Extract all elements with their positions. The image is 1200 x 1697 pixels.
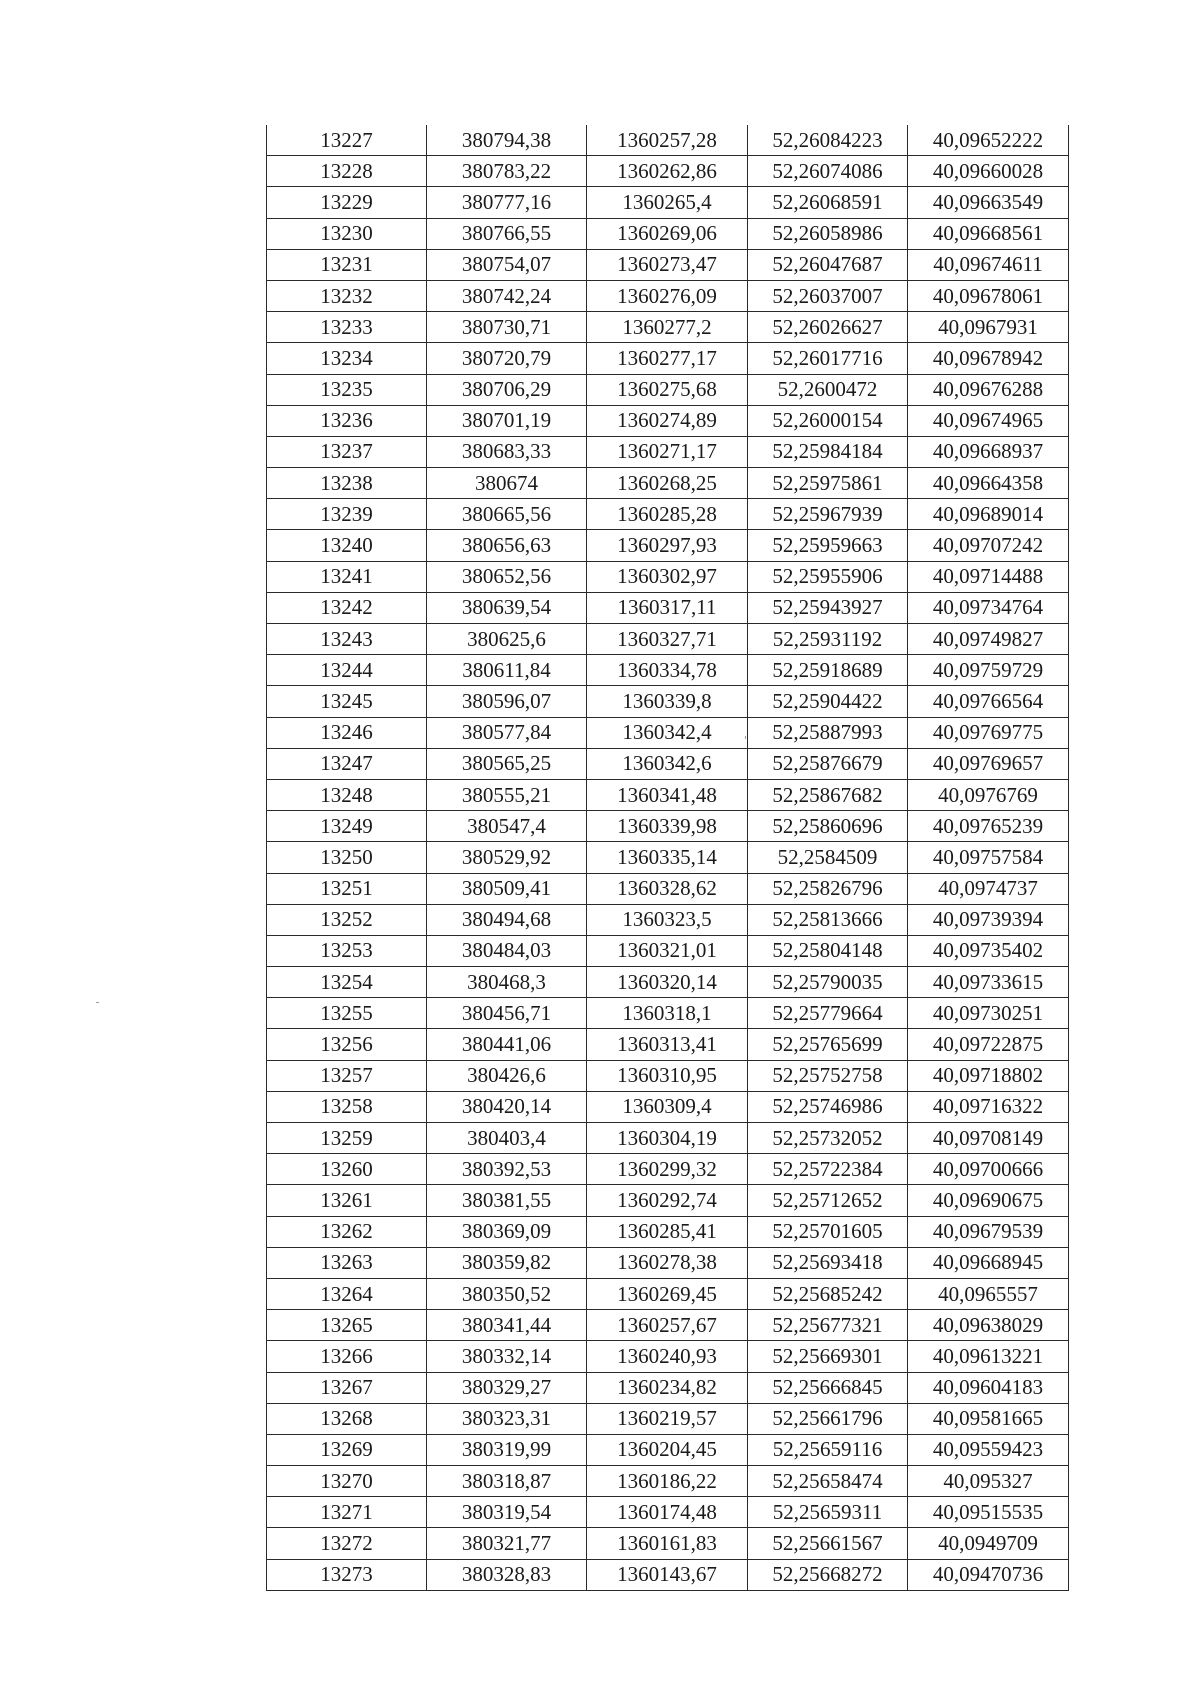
x-coordinate-cell: 380341,44 bbox=[427, 1310, 587, 1341]
x-coordinate-cell: 380656,63 bbox=[427, 530, 587, 561]
table-row bbox=[267, 312, 1069, 343]
table-row bbox=[267, 1497, 1069, 1528]
y-coordinate-cell: 1360161,83 bbox=[587, 1528, 748, 1559]
latitude-cell: 52,25779664 bbox=[748, 998, 908, 1029]
point-number-cell: 13255 bbox=[267, 998, 427, 1029]
longitude-cell: 40,09739394 bbox=[908, 904, 1069, 935]
longitude-cell: 40,0967931 bbox=[908, 312, 1069, 343]
y-coordinate-cell: 1360273,47 bbox=[587, 249, 748, 280]
x-coordinate-cell: 380720,79 bbox=[427, 343, 587, 374]
latitude-cell: 52,25661567 bbox=[748, 1528, 908, 1559]
table-row bbox=[267, 1091, 1069, 1122]
table-row bbox=[267, 811, 1069, 842]
table-row bbox=[267, 1123, 1069, 1154]
table-row bbox=[267, 998, 1069, 1029]
x-coordinate-cell: 380555,21 bbox=[427, 779, 587, 810]
longitude-cell: 40,09668561 bbox=[908, 218, 1069, 249]
longitude-cell: 40,09679539 bbox=[908, 1216, 1069, 1247]
table-row bbox=[267, 717, 1069, 748]
latitude-cell: 52,25967939 bbox=[748, 499, 908, 530]
point-number-cell: 13230 bbox=[267, 218, 427, 249]
table-row bbox=[267, 1372, 1069, 1403]
y-coordinate-cell: 1360321,01 bbox=[587, 935, 748, 966]
latitude-cell: 52,25659311 bbox=[748, 1497, 908, 1528]
longitude-cell: 40,09759729 bbox=[908, 655, 1069, 686]
longitude-cell: 40,09766564 bbox=[908, 686, 1069, 717]
x-coordinate-cell: 380701,19 bbox=[427, 405, 587, 436]
y-coordinate-cell: 1360297,93 bbox=[587, 530, 748, 561]
longitude-cell: 40,09765239 bbox=[908, 811, 1069, 842]
table-row bbox=[267, 1466, 1069, 1497]
y-coordinate-cell: 1360240,93 bbox=[587, 1341, 748, 1372]
latitude-cell: 52,25685242 bbox=[748, 1278, 908, 1309]
point-number-cell: 13235 bbox=[267, 374, 427, 405]
y-coordinate-cell: 1360285,41 bbox=[587, 1216, 748, 1247]
latitude-cell: 52,25790035 bbox=[748, 967, 908, 998]
point-number-cell: 13247 bbox=[267, 748, 427, 779]
latitude-cell: 52,26058986 bbox=[748, 218, 908, 249]
y-coordinate-cell: 1360302,97 bbox=[587, 561, 748, 592]
x-coordinate-cell: 380441,06 bbox=[427, 1029, 587, 1060]
table-row bbox=[267, 1341, 1069, 1372]
point-number-cell: 13241 bbox=[267, 561, 427, 592]
y-coordinate-cell: 1360304,19 bbox=[587, 1123, 748, 1154]
y-coordinate-cell: 1360276,09 bbox=[587, 280, 748, 311]
point-number-cell: 13231 bbox=[267, 249, 427, 280]
x-coordinate-cell: 380319,54 bbox=[427, 1497, 587, 1528]
y-coordinate-cell: 1360341,48 bbox=[587, 779, 748, 810]
longitude-cell: 40,09722875 bbox=[908, 1029, 1069, 1060]
x-coordinate-cell: 380318,87 bbox=[427, 1466, 587, 1497]
y-coordinate-cell: 1360274,89 bbox=[587, 405, 748, 436]
latitude-cell: 52,25666845 bbox=[748, 1372, 908, 1403]
longitude-cell: 40,09769657 bbox=[908, 748, 1069, 779]
x-coordinate-cell: 380565,25 bbox=[427, 748, 587, 779]
x-coordinate-cell: 380332,14 bbox=[427, 1341, 587, 1372]
point-number-cell: 13240 bbox=[267, 530, 427, 561]
x-coordinate-cell: 380547,4 bbox=[427, 811, 587, 842]
latitude-cell: 52,25867682 bbox=[748, 779, 908, 810]
longitude-cell: 40,09638029 bbox=[908, 1310, 1069, 1341]
table-row bbox=[267, 468, 1069, 499]
table-row bbox=[267, 624, 1069, 655]
x-coordinate-cell: 380369,09 bbox=[427, 1216, 587, 1247]
table-row bbox=[267, 561, 1069, 592]
x-coordinate-cell: 380359,82 bbox=[427, 1247, 587, 1278]
table-row bbox=[267, 655, 1069, 686]
longitude-cell: 40,09678942 bbox=[908, 343, 1069, 374]
point-number-cell: 13252 bbox=[267, 904, 427, 935]
longitude-cell: 40,09707242 bbox=[908, 530, 1069, 561]
longitude-cell: 40,09757584 bbox=[908, 842, 1069, 873]
longitude-cell: 40,09604183 bbox=[908, 1372, 1069, 1403]
latitude-cell: 52,25826796 bbox=[748, 873, 908, 904]
latitude-cell: 52,25860696 bbox=[748, 811, 908, 842]
x-coordinate-cell: 380683,33 bbox=[427, 436, 587, 467]
point-number-cell: 13243 bbox=[267, 624, 427, 655]
x-coordinate-cell: 380639,54 bbox=[427, 592, 587, 623]
y-coordinate-cell: 1360269,06 bbox=[587, 218, 748, 249]
latitude-cell: 52,25955906 bbox=[748, 561, 908, 592]
longitude-cell: 40,09716322 bbox=[908, 1091, 1069, 1122]
x-coordinate-cell: 380328,83 bbox=[427, 1559, 587, 1590]
longitude-cell: 40,09668945 bbox=[908, 1247, 1069, 1278]
table-row bbox=[267, 343, 1069, 374]
y-coordinate-cell: 1360265,4 bbox=[587, 187, 748, 218]
x-coordinate-cell: 380611,84 bbox=[427, 655, 587, 686]
latitude-cell: 52,25943927 bbox=[748, 592, 908, 623]
point-number-cell: 13242 bbox=[267, 592, 427, 623]
point-number-cell: 13269 bbox=[267, 1434, 427, 1465]
point-number-cell: 13248 bbox=[267, 779, 427, 810]
x-coordinate-cell: 380777,16 bbox=[427, 187, 587, 218]
point-number-cell: 13228 bbox=[267, 156, 427, 187]
longitude-cell: 40,09689014 bbox=[908, 499, 1069, 530]
point-number-cell: 13234 bbox=[267, 343, 427, 374]
latitude-cell: 52,26074086 bbox=[748, 156, 908, 187]
x-coordinate-cell: 380596,07 bbox=[427, 686, 587, 717]
x-coordinate-cell: 380742,24 bbox=[427, 280, 587, 311]
longitude-cell: 40,09690675 bbox=[908, 1185, 1069, 1216]
longitude-cell: 40,0949709 bbox=[908, 1528, 1069, 1559]
latitude-cell: 52,25752758 bbox=[748, 1060, 908, 1091]
point-number-cell: 13246 bbox=[267, 717, 427, 748]
y-coordinate-cell: 1360257,67 bbox=[587, 1310, 748, 1341]
x-coordinate-cell: 380665,56 bbox=[427, 499, 587, 530]
y-coordinate-cell: 1360186,22 bbox=[587, 1466, 748, 1497]
table-row bbox=[267, 1559, 1069, 1590]
y-coordinate-cell: 1360204,45 bbox=[587, 1434, 748, 1465]
latitude-cell: 52,25668272 bbox=[748, 1559, 908, 1590]
longitude-cell: 40,09678061 bbox=[908, 280, 1069, 311]
table-row bbox=[267, 592, 1069, 623]
longitude-cell: 40,09660028 bbox=[908, 156, 1069, 187]
point-number-cell: 13253 bbox=[267, 935, 427, 966]
latitude-cell: 52,26017716 bbox=[748, 343, 908, 374]
point-number-cell: 13251 bbox=[267, 873, 427, 904]
longitude-cell: 40,09674965 bbox=[908, 405, 1069, 436]
point-number-cell: 13273 bbox=[267, 1559, 427, 1590]
longitude-cell: 40,09559423 bbox=[908, 1434, 1069, 1465]
y-coordinate-cell: 1360339,8 bbox=[587, 686, 748, 717]
latitude-cell: 52,25712652 bbox=[748, 1185, 908, 1216]
table-row bbox=[267, 873, 1069, 904]
x-coordinate-cell: 380766,55 bbox=[427, 218, 587, 249]
point-number-cell: 13232 bbox=[267, 280, 427, 311]
y-coordinate-cell: 1360277,17 bbox=[587, 343, 748, 374]
x-coordinate-cell: 380403,4 bbox=[427, 1123, 587, 1154]
scan-speck bbox=[745, 736, 746, 739]
latitude-cell: 52,25746986 bbox=[748, 1091, 908, 1122]
point-number-cell: 13261 bbox=[267, 1185, 427, 1216]
longitude-cell: 40,0976769 bbox=[908, 779, 1069, 810]
table-row bbox=[267, 779, 1069, 810]
longitude-cell: 40,0974737 bbox=[908, 873, 1069, 904]
y-coordinate-cell: 1360275,68 bbox=[587, 374, 748, 405]
point-number-cell: 13233 bbox=[267, 312, 427, 343]
x-coordinate-cell: 380426,6 bbox=[427, 1060, 587, 1091]
y-coordinate-cell: 1360310,95 bbox=[587, 1060, 748, 1091]
point-number-cell: 13237 bbox=[267, 436, 427, 467]
point-number-cell: 13236 bbox=[267, 405, 427, 436]
x-coordinate-cell: 380706,29 bbox=[427, 374, 587, 405]
latitude-cell: 52,25722384 bbox=[748, 1154, 908, 1185]
x-coordinate-cell: 380494,68 bbox=[427, 904, 587, 935]
longitude-cell: 40,09708149 bbox=[908, 1123, 1069, 1154]
longitude-cell: 40,09663549 bbox=[908, 187, 1069, 218]
longitude-cell: 40,09735402 bbox=[908, 935, 1069, 966]
y-coordinate-cell: 1360268,25 bbox=[587, 468, 748, 499]
x-coordinate-cell: 380529,92 bbox=[427, 842, 587, 873]
longitude-cell: 40,09674611 bbox=[908, 249, 1069, 280]
x-coordinate-cell: 380754,07 bbox=[427, 249, 587, 280]
table-row bbox=[267, 1403, 1069, 1434]
table-row bbox=[267, 904, 1069, 935]
latitude-cell: 52,25677321 bbox=[748, 1310, 908, 1341]
table-row bbox=[267, 499, 1069, 530]
point-number-cell: 13256 bbox=[267, 1029, 427, 1060]
table-row bbox=[267, 1434, 1069, 1465]
x-coordinate-cell: 380323,31 bbox=[427, 1403, 587, 1434]
x-coordinate-cell: 380794,38 bbox=[427, 125, 587, 156]
y-coordinate-cell: 1360257,28 bbox=[587, 125, 748, 156]
latitude-cell: 52,25918689 bbox=[748, 655, 908, 686]
x-coordinate-cell: 380420,14 bbox=[427, 1091, 587, 1122]
longitude-cell: 40,09470736 bbox=[908, 1559, 1069, 1590]
point-number-cell: 13266 bbox=[267, 1341, 427, 1372]
point-number-cell: 13227 bbox=[267, 125, 427, 156]
point-number-cell: 13264 bbox=[267, 1278, 427, 1309]
point-number-cell: 13249 bbox=[267, 811, 427, 842]
longitude-cell: 40,09652222 bbox=[908, 125, 1069, 156]
latitude-cell: 52,26084223 bbox=[748, 125, 908, 156]
table-row bbox=[267, 935, 1069, 966]
longitude-cell: 40,09718802 bbox=[908, 1060, 1069, 1091]
y-coordinate-cell: 1360219,57 bbox=[587, 1403, 748, 1434]
longitude-cell: 40,09749827 bbox=[908, 624, 1069, 655]
x-coordinate-cell: 380319,99 bbox=[427, 1434, 587, 1465]
y-coordinate-cell: 1360278,38 bbox=[587, 1247, 748, 1278]
y-coordinate-cell: 1360271,17 bbox=[587, 436, 748, 467]
latitude-cell: 52,26000154 bbox=[748, 405, 908, 436]
table-row bbox=[267, 1060, 1069, 1091]
table-row bbox=[267, 842, 1069, 873]
y-coordinate-cell: 1360335,14 bbox=[587, 842, 748, 873]
y-coordinate-cell: 1360327,71 bbox=[587, 624, 748, 655]
table-row bbox=[267, 1528, 1069, 1559]
latitude-cell: 52,25931192 bbox=[748, 624, 908, 655]
x-coordinate-cell: 380484,03 bbox=[427, 935, 587, 966]
latitude-cell: 52,26026627 bbox=[748, 312, 908, 343]
table-row bbox=[267, 686, 1069, 717]
latitude-cell: 52,25661796 bbox=[748, 1403, 908, 1434]
latitude-cell: 52,25659116 bbox=[748, 1434, 908, 1465]
longitude-cell: 40,09664358 bbox=[908, 468, 1069, 499]
y-coordinate-cell: 1360334,78 bbox=[587, 655, 748, 686]
y-coordinate-cell: 1360313,41 bbox=[587, 1029, 748, 1060]
table-row bbox=[267, 530, 1069, 561]
longitude-cell: 40,09668937 bbox=[908, 436, 1069, 467]
y-coordinate-cell: 1360292,74 bbox=[587, 1185, 748, 1216]
point-number-cell: 13229 bbox=[267, 187, 427, 218]
y-coordinate-cell: 1360323,5 bbox=[587, 904, 748, 935]
point-number-cell: 13271 bbox=[267, 1497, 427, 1528]
latitude-cell: 52,25732052 bbox=[748, 1123, 908, 1154]
latitude-cell: 52,25701605 bbox=[748, 1216, 908, 1247]
y-coordinate-cell: 1360269,45 bbox=[587, 1278, 748, 1309]
point-number-cell: 13259 bbox=[267, 1123, 427, 1154]
y-coordinate-cell: 1360234,82 bbox=[587, 1372, 748, 1403]
latitude-cell: 52,26047687 bbox=[748, 249, 908, 280]
x-coordinate-cell: 380468,3 bbox=[427, 967, 587, 998]
table-row bbox=[267, 125, 1069, 156]
latitude-cell: 52,25765699 bbox=[748, 1029, 908, 1060]
longitude-cell: 40,09730251 bbox=[908, 998, 1069, 1029]
table-row bbox=[267, 748, 1069, 779]
longitude-cell: 40,09700666 bbox=[908, 1154, 1069, 1185]
latitude-cell: 52,25876679 bbox=[748, 748, 908, 779]
table-row bbox=[267, 249, 1069, 280]
latitude-cell: 52,25984184 bbox=[748, 436, 908, 467]
latitude-cell: 52,25959663 bbox=[748, 530, 908, 561]
table-row bbox=[267, 187, 1069, 218]
point-number-cell: 13272 bbox=[267, 1528, 427, 1559]
point-number-cell: 13250 bbox=[267, 842, 427, 873]
y-coordinate-cell: 1360143,67 bbox=[587, 1559, 748, 1590]
y-coordinate-cell: 1360277,2 bbox=[587, 312, 748, 343]
latitude-cell: 52,26068591 bbox=[748, 187, 908, 218]
x-coordinate-cell: 380456,71 bbox=[427, 998, 587, 1029]
table-row bbox=[267, 280, 1069, 311]
latitude-cell: 52,25669301 bbox=[748, 1341, 908, 1372]
y-coordinate-cell: 1360328,62 bbox=[587, 873, 748, 904]
latitude-cell: 52,25975861 bbox=[748, 468, 908, 499]
latitude-cell: 52,25904422 bbox=[748, 686, 908, 717]
longitude-cell: 40,095327 bbox=[908, 1466, 1069, 1497]
x-coordinate-cell: 380652,56 bbox=[427, 561, 587, 592]
y-coordinate-cell: 1360342,4 bbox=[587, 717, 748, 748]
table-row bbox=[267, 1154, 1069, 1185]
table-row bbox=[267, 405, 1069, 436]
latitude-cell: 52,2584509 bbox=[748, 842, 908, 873]
latitude-cell: 52,25887993 bbox=[748, 717, 908, 748]
y-coordinate-cell: 1360339,98 bbox=[587, 811, 748, 842]
point-number-cell: 13267 bbox=[267, 1372, 427, 1403]
coordinates-table bbox=[266, 125, 1069, 1591]
x-coordinate-cell: 380329,27 bbox=[427, 1372, 587, 1403]
table-row bbox=[267, 1310, 1069, 1341]
table-row bbox=[267, 1185, 1069, 1216]
longitude-cell: 40,0965557 bbox=[908, 1278, 1069, 1309]
x-coordinate-cell: 380783,22 bbox=[427, 156, 587, 187]
table-row bbox=[267, 156, 1069, 187]
y-coordinate-cell: 1360299,32 bbox=[587, 1154, 748, 1185]
x-coordinate-cell: 380625,6 bbox=[427, 624, 587, 655]
longitude-cell: 40,09714488 bbox=[908, 561, 1069, 592]
point-number-cell: 13262 bbox=[267, 1216, 427, 1247]
latitude-cell: 52,25658474 bbox=[748, 1466, 908, 1497]
x-coordinate-cell: 380381,55 bbox=[427, 1185, 587, 1216]
latitude-cell: 52,25693418 bbox=[748, 1247, 908, 1278]
table-row bbox=[267, 1278, 1069, 1309]
longitude-cell: 40,09676288 bbox=[908, 374, 1069, 405]
point-number-cell: 13265 bbox=[267, 1310, 427, 1341]
point-number-cell: 13260 bbox=[267, 1154, 427, 1185]
point-number-cell: 13268 bbox=[267, 1403, 427, 1434]
longitude-cell: 40,09734764 bbox=[908, 592, 1069, 623]
table-row bbox=[267, 374, 1069, 405]
latitude-cell: 52,2600472 bbox=[748, 374, 908, 405]
y-coordinate-cell: 1360262,86 bbox=[587, 156, 748, 187]
x-coordinate-cell: 380674 bbox=[427, 468, 587, 499]
point-number-cell: 13258 bbox=[267, 1091, 427, 1122]
point-number-cell: 13245 bbox=[267, 686, 427, 717]
point-number-cell: 13244 bbox=[267, 655, 427, 686]
latitude-cell: 52,25813666 bbox=[748, 904, 908, 935]
longitude-cell: 40,09769775 bbox=[908, 717, 1069, 748]
table-row bbox=[267, 1247, 1069, 1278]
longitude-cell: 40,09613221 bbox=[908, 1341, 1069, 1372]
y-coordinate-cell: 1360285,28 bbox=[587, 499, 748, 530]
point-number-cell: 13257 bbox=[267, 1060, 427, 1091]
x-coordinate-cell: 380509,41 bbox=[427, 873, 587, 904]
y-coordinate-cell: 1360317,11 bbox=[587, 592, 748, 623]
x-coordinate-cell: 380730,71 bbox=[427, 312, 587, 343]
latitude-cell: 52,25804148 bbox=[748, 935, 908, 966]
table-row bbox=[267, 1029, 1069, 1060]
y-coordinate-cell: 1360318,1 bbox=[587, 998, 748, 1029]
y-coordinate-cell: 1360174,48 bbox=[587, 1497, 748, 1528]
longitude-cell: 40,09581665 bbox=[908, 1403, 1069, 1434]
x-coordinate-cell: 380321,77 bbox=[427, 1528, 587, 1559]
coordinates-table-body bbox=[267, 125, 1069, 1590]
y-coordinate-cell: 1360342,6 bbox=[587, 748, 748, 779]
x-coordinate-cell: 380392,53 bbox=[427, 1154, 587, 1185]
point-number-cell: 13270 bbox=[267, 1466, 427, 1497]
table-row bbox=[267, 967, 1069, 998]
longitude-cell: 40,09515535 bbox=[908, 1497, 1069, 1528]
y-coordinate-cell: 1360320,14 bbox=[587, 967, 748, 998]
point-number-cell: 13254 bbox=[267, 967, 427, 998]
latitude-cell: 52,26037007 bbox=[748, 280, 908, 311]
point-number-cell: 13263 bbox=[267, 1247, 427, 1278]
table-row bbox=[267, 436, 1069, 467]
scan-speck bbox=[96, 1002, 99, 1003]
x-coordinate-cell: 380350,52 bbox=[427, 1278, 587, 1309]
table-row bbox=[267, 218, 1069, 249]
y-coordinate-cell: 1360309,4 bbox=[587, 1091, 748, 1122]
point-number-cell: 13239 bbox=[267, 499, 427, 530]
point-number-cell: 13238 bbox=[267, 468, 427, 499]
table-row bbox=[267, 1216, 1069, 1247]
x-coordinate-cell: 380577,84 bbox=[427, 717, 587, 748]
longitude-cell: 40,09733615 bbox=[908, 967, 1069, 998]
